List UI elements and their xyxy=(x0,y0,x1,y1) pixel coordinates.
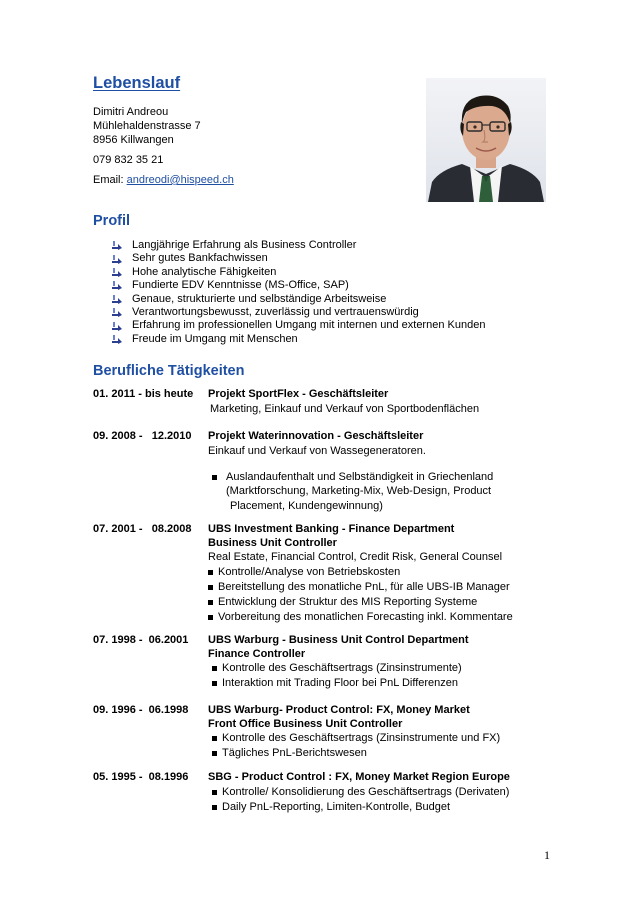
email-label: Email: xyxy=(93,174,127,186)
profil-item xyxy=(112,333,485,346)
job-subtitle: Business Unit Controller xyxy=(208,537,337,549)
job-description: Real Estate, Financial Control, Credit Risk, General Counsel xyxy=(208,551,503,563)
bullet-text: Placement, Kundengewinnung) xyxy=(230,500,383,512)
bullet-text: (Marktforschung, Marketing-Mix, Web-Design, Product xyxy=(226,485,492,497)
profil-item-text: Freude im Umgang mit Menschen xyxy=(132,332,298,345)
profil-item-text: Fundierte EDV Kenntnisse (MS-Office, SAP) xyxy=(132,279,349,292)
job-description: Einkauf und Verkauf von Wassegeneratoren. xyxy=(208,445,426,457)
job-title: Projekt Waterinnovation - Geschäftsleiter xyxy=(208,430,424,442)
arrow-bullet-icon xyxy=(112,255,122,264)
bullet-marker xyxy=(212,786,217,800)
profil-item-text: Genaue, strukturierte und selbständige Arbeitsweise xyxy=(132,292,387,305)
bullet-text: Tägliches PnL-Berichtswesen xyxy=(222,747,367,759)
bullet-text: Bereitstellung des monatliche PnL, für alle UBS-IB Manager xyxy=(218,581,510,593)
bullet-marker xyxy=(212,662,217,676)
bullet-marker xyxy=(212,732,217,746)
bullet-marker xyxy=(208,611,213,625)
bullet-text: Kontrolle/ Konsolidierung des Geschäftsertrags (Derivaten) xyxy=(222,786,510,798)
contact-email xyxy=(93,173,234,187)
portrait-photo xyxy=(426,78,546,202)
contact-city: 8956 Killwangen xyxy=(93,134,174,146)
contact-name: Dimitri Andreou xyxy=(93,106,169,118)
portrait-illustration xyxy=(426,78,546,202)
bullet-marker xyxy=(212,677,217,691)
profil-heading: Profil xyxy=(93,213,131,229)
page-title: Lebenslauf xyxy=(93,74,181,92)
profil-item xyxy=(112,319,485,332)
bullet-text: Kontrolle des Geschäftsertrags (Zinsinstrumente) xyxy=(222,662,462,674)
profil-item-text: Erfahrung im professionellen Umgang mit internen und externen Kunden xyxy=(132,319,486,332)
arrow-bullet-icon xyxy=(112,335,122,344)
arrow-bullet-icon xyxy=(112,241,122,250)
bullet-text: Daily PnL-Reporting, Limiten-Kontrolle, Budget xyxy=(222,801,451,813)
bullet-text: Kontrolle/Analyse von Betriebskosten xyxy=(218,566,401,578)
job-title: UBS Investment Banking - Finance Department xyxy=(208,523,455,535)
arrow-bullet-icon xyxy=(112,308,122,317)
arrow-bullet-icon xyxy=(112,322,122,331)
bullet-text: Vorbereitung des monatlichen Forecasting inkl. Kommentare xyxy=(218,611,513,623)
bullet-marker xyxy=(212,471,217,485)
job-title: Projekt SportFlex - Geschäftsleiter xyxy=(208,388,389,400)
profil-item xyxy=(112,293,485,306)
bullet-marker xyxy=(208,596,213,610)
bullet-text: Entwicklung der Struktur des MIS Reporting Systeme xyxy=(218,596,478,608)
profil-item xyxy=(112,252,485,265)
profil-list xyxy=(112,239,485,346)
job-subtitle: Front Office Business Unit Controller xyxy=(208,718,403,730)
page-number: 1 xyxy=(544,848,550,862)
profil-item xyxy=(112,266,485,279)
profil-item xyxy=(112,306,485,319)
profil-item-text: Verantwortungsbewusst, zuverlässig und vertrauenswürdig xyxy=(132,305,419,318)
bullet-text: Auslandaufenthalt und Selbständigkeit in Griechenland xyxy=(226,471,494,483)
contact-phone: 079 832 35 21 xyxy=(93,154,164,166)
job-date: 07. 2001 - 08.2008 xyxy=(93,523,192,535)
job-title: UBS Warburg- Product Control: FX, Money Market xyxy=(208,704,470,716)
arrow-bullet-icon xyxy=(112,268,122,277)
job-date: 01. 2011 - bis heute xyxy=(93,388,194,400)
taetigkeiten-heading: Berufliche Tätigkeiten xyxy=(93,363,245,379)
bullet-marker xyxy=(208,566,213,580)
email-link[interactable]: andreodi@hispeed.ch xyxy=(126,174,234,186)
arrow-bullet-icon xyxy=(112,281,122,290)
contact-street: Mühlehaldenstrasse 7 xyxy=(93,120,201,132)
profil-item-text: Langjährige Erfahrung als Business Controller xyxy=(132,239,357,251)
bullet-marker xyxy=(208,581,213,595)
job-date: 09. 2008 - 12.2010 xyxy=(93,430,192,442)
job-date: 05. 1995 - 08.1996 xyxy=(93,771,189,783)
arrow-bullet-icon xyxy=(112,295,122,304)
profil-item xyxy=(112,279,485,292)
bullet-marker xyxy=(212,747,217,761)
bullet-text: Kontrolle des Geschäftsertrags (Zinsinstrumente und FX) xyxy=(222,732,501,744)
profil-item-text: Hohe analytische Fähigkeiten xyxy=(132,265,277,278)
job-subtitle: Finance Controller xyxy=(208,648,306,660)
bullet-marker xyxy=(212,801,217,815)
job-date: 07. 1998 - 06.2001 xyxy=(93,634,189,646)
profil-item xyxy=(112,239,485,252)
profil-item-text: Sehr gutes Bankfachwissen xyxy=(132,252,268,265)
bullet-text: Interaktion mit Trading Floor bei PnL Differenzen xyxy=(222,677,459,689)
job-date: 09. 1996 - 06.1998 xyxy=(93,704,189,716)
job-description: Marketing, Einkauf und Verkauf von Sportbodenflächen xyxy=(210,403,480,415)
job-title: SBG - Product Control : FX, Money Market Region Europe xyxy=(208,771,510,783)
job-title: UBS Warburg - Business Unit Control Department xyxy=(208,634,469,646)
